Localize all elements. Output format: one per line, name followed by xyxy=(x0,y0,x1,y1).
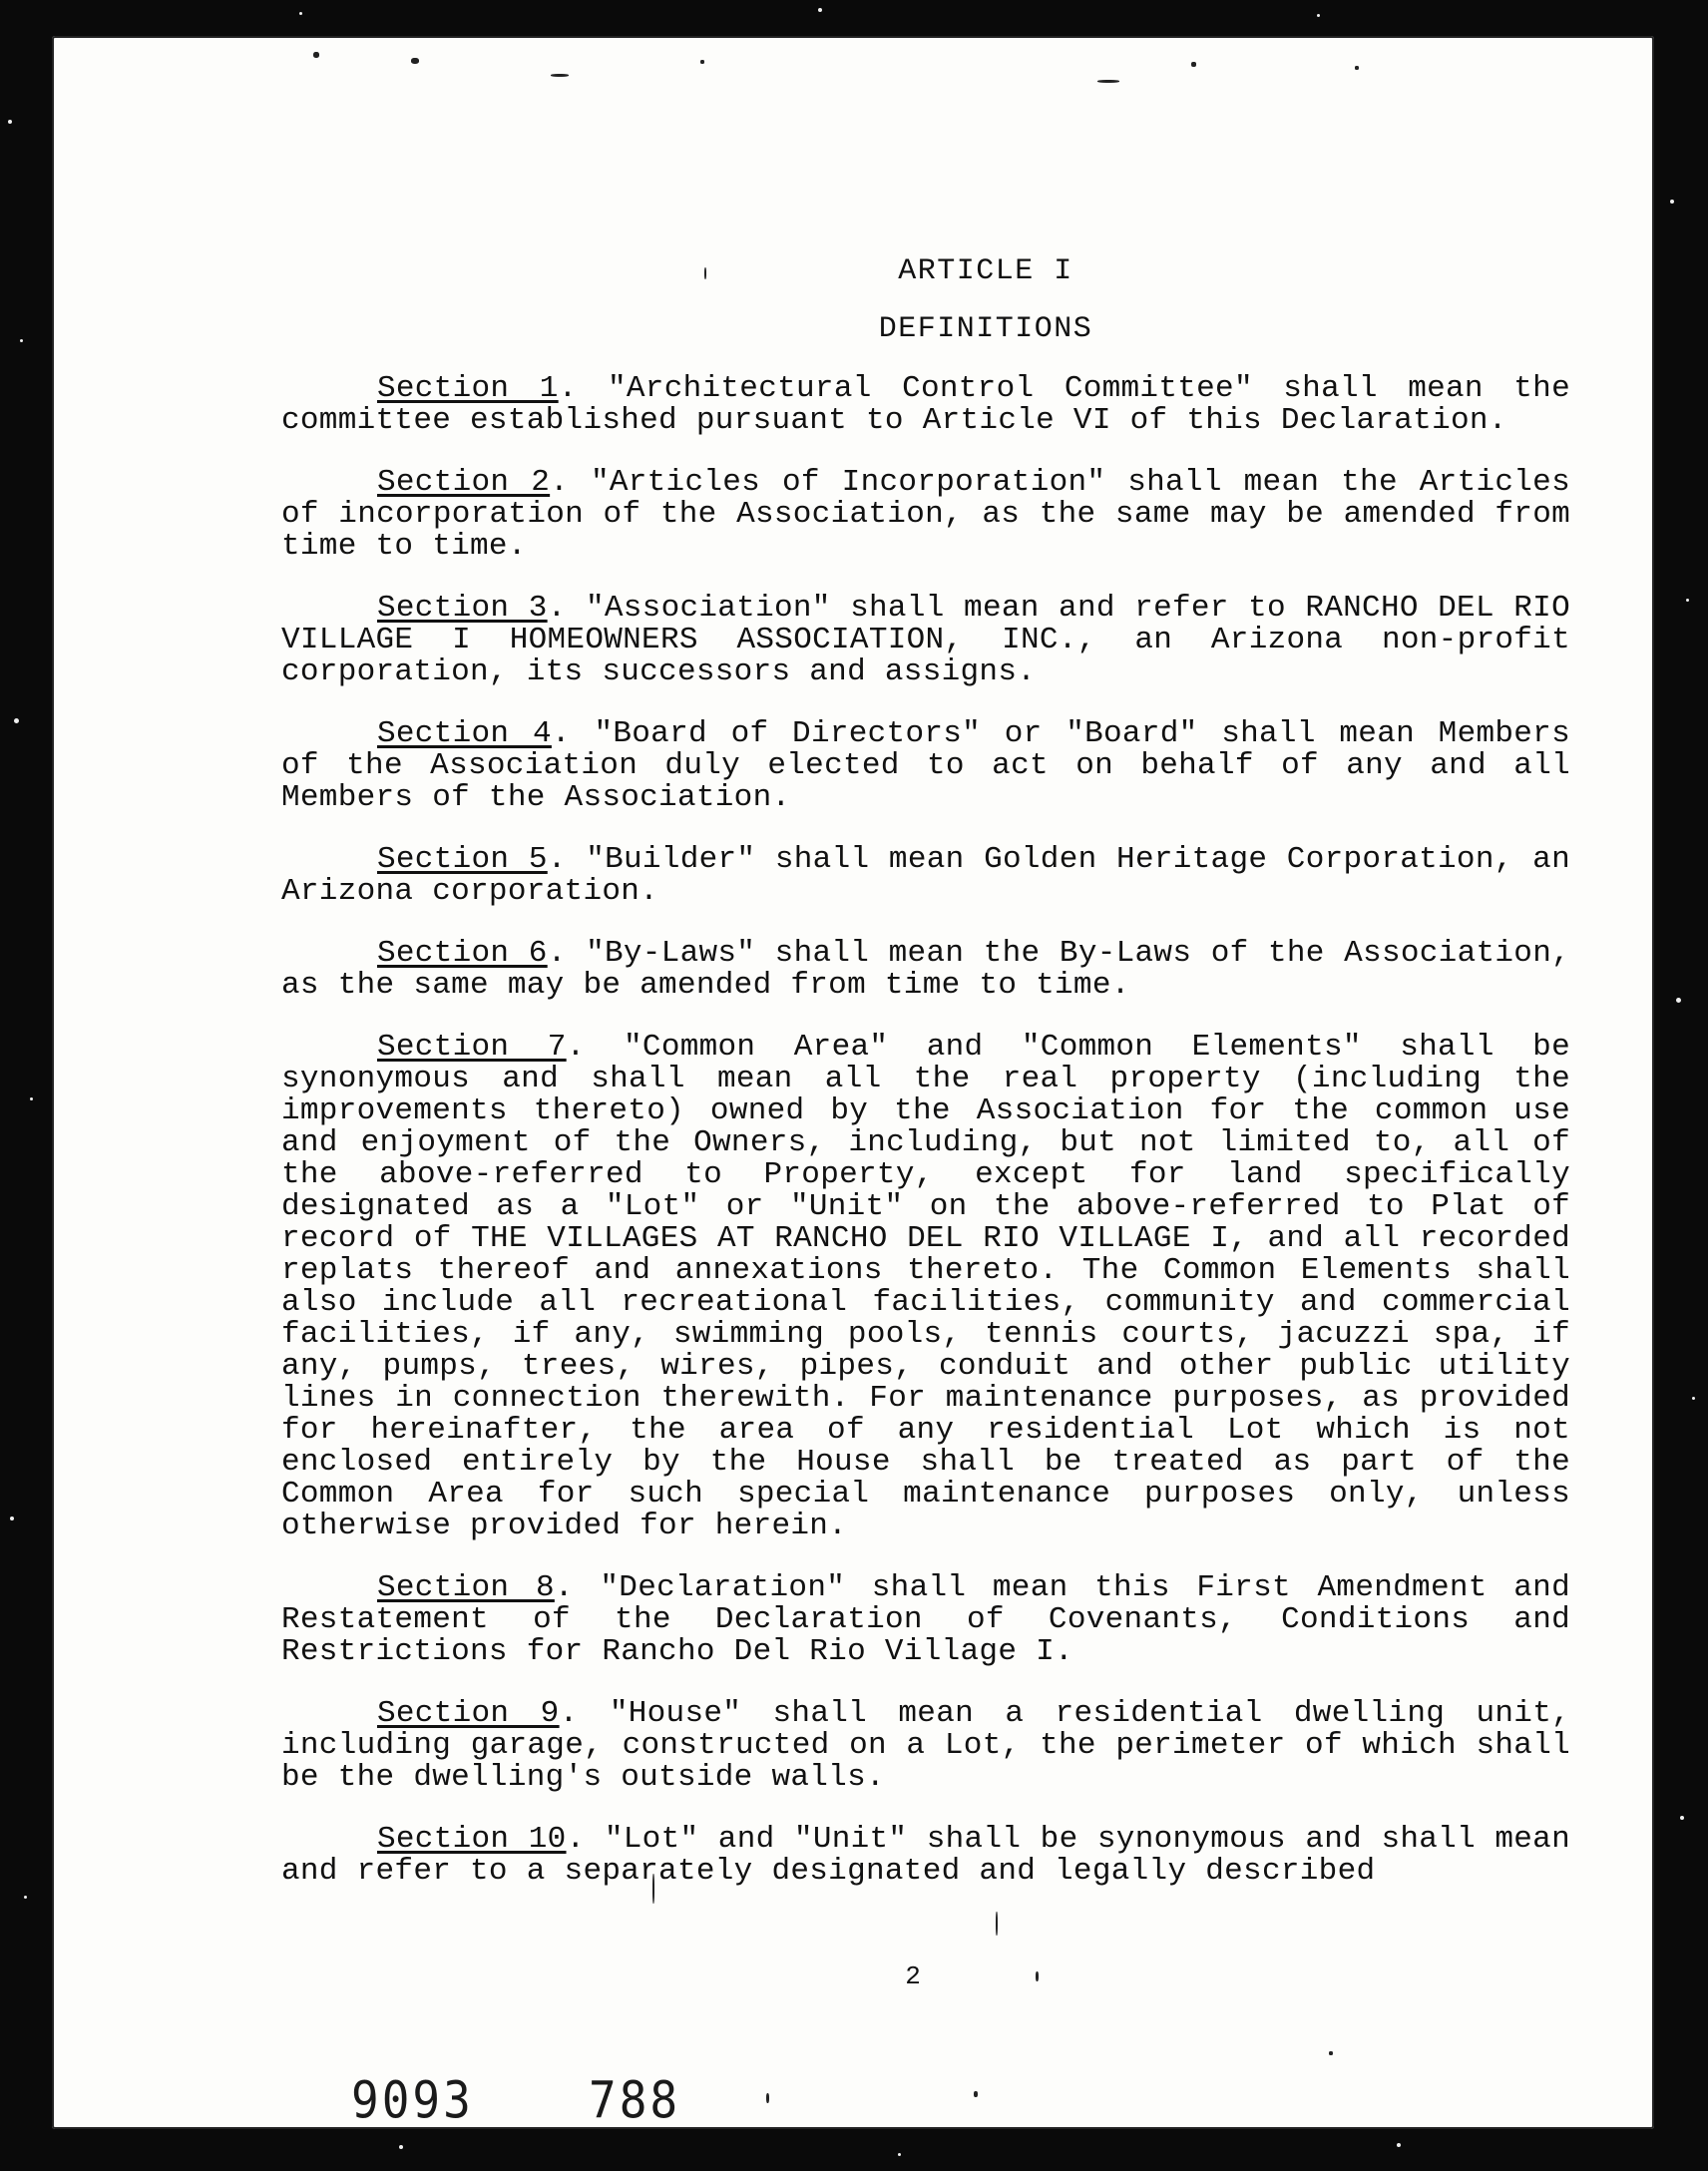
document-page xyxy=(52,36,1654,2129)
section-text: . "Declaration" shall mean this First Amendment and Restatement of the Declaration of Covenants, Conditions and Restrictions for Rancho Del Rio Village I. xyxy=(281,1570,1570,1669)
section-label: Section 2 xyxy=(377,465,551,500)
scan-speck xyxy=(974,2091,978,2097)
scan-speck xyxy=(700,60,704,64)
section-label: Section 6 xyxy=(377,936,548,971)
section-text: . "Architectural Control Committee" shall mean the committee established pursuant to Article VI of this Declaration. xyxy=(281,371,1570,438)
filing-book-number: 9093 xyxy=(351,2070,474,2130)
article-title: ARTICLE I xyxy=(898,254,1073,288)
section-8 xyxy=(281,1572,1570,1668)
scan-speck xyxy=(551,74,569,77)
section-1 xyxy=(281,373,1570,437)
section-text: . "Association" shall mean and refer to RANCHO DEL RIO VILLAGE I HOMEOWNERS ASSOCIATION, INC., an Arizona non-profit corporation, its successors and assigns. xyxy=(281,591,1570,689)
section-label: Section 9 xyxy=(377,1696,560,1731)
section-label: Section 10 xyxy=(377,1822,567,1857)
section-text: . "Articles of Incorporation" shall mean the Articles of incorporation of the Association, as the same may be amended from time to time. xyxy=(281,465,1570,564)
section-text: . "Common Area" and "Common Elements" shall be synonymous and shall mean all the real property (including the improvements thereto) owned by the Association for the common use and enjoyment of the Owners, including, but not limited to, all of the above-referred to Property, except for land specifically designated as a "Lot" or "Unit" on the above-referred to Plat of record of THE VILLAGES AT RANCHO DEL RIO VILLAGE I, and all recorded replats thereof and annexations thereto. The Common Elements shall also include all recreational facilities, community and commercial facilities, if any, swimming pools, tennis courts, jacuzzi spa, if any, pumps, trees, wires, pipes, conduit and other public utility lines in connection therewith. For maintenance purposes, as provided for hereinafter, the area of any residential Lot which is not enclosed entirely by the House shall be treated as part of the Common Area for such special maintenance purposes only, unless otherwise provided for herein. xyxy=(281,1030,1570,1543)
scan-noise xyxy=(8,120,12,124)
section-6 xyxy=(281,938,1570,1002)
section-2 xyxy=(281,467,1570,563)
document-body xyxy=(281,255,1570,1918)
scan-noise xyxy=(30,1097,33,1100)
scan-noise xyxy=(20,339,23,342)
section-label: Section 5 xyxy=(377,842,548,877)
section-7 xyxy=(281,1032,1570,1542)
scan-noise xyxy=(24,1896,27,1899)
section-10 xyxy=(281,1824,1570,1888)
section-4 xyxy=(281,718,1570,814)
section-text: . "By-Laws" shall mean the By-Laws of the Association, as the same may be amended from time to time. xyxy=(281,936,1570,1003)
scan-noise xyxy=(14,718,19,723)
scan-noise xyxy=(818,8,822,12)
scan-noise xyxy=(1692,1397,1695,1400)
scan-noise xyxy=(1686,599,1689,602)
scan-noise xyxy=(1670,200,1674,204)
scan-noise xyxy=(399,2145,403,2149)
section-label: Section 1 xyxy=(377,371,559,406)
section-label: Section 3 xyxy=(377,591,548,626)
scan-noise xyxy=(898,2153,901,2156)
scan-noise xyxy=(1397,2143,1401,2147)
scan-noise xyxy=(1676,998,1681,1003)
section-9 xyxy=(281,1698,1570,1794)
scan-speck xyxy=(411,58,419,64)
scan-speck xyxy=(1097,80,1119,83)
scan-noise xyxy=(10,1517,14,1520)
section-text: . "Lot" and "Unit" shall be synonymous and shall mean and refer to a separately designated and legally described xyxy=(281,1822,1570,1889)
section-label: Section 8 xyxy=(377,1570,555,1605)
section-text: . "House" shall mean a residential dwelling unit, including garage, constructed on a Lot, the perimeter of which shall be the dwelling's outside walls. xyxy=(281,1696,1570,1795)
section-text: . "Builder" shall mean Golden Heritage Corporation, an Arizona corporation. xyxy=(281,842,1570,909)
scan-speck xyxy=(313,52,319,58)
scan-speck xyxy=(1191,62,1196,67)
article-subtitle: DEFINITIONS xyxy=(878,312,1093,346)
section-label: Section 7 xyxy=(377,1030,567,1065)
section-label: Section 4 xyxy=(377,716,552,751)
scan-noise xyxy=(299,12,302,15)
page-number: 2 xyxy=(905,1961,921,1991)
filing-page-number: 788 xyxy=(589,2070,681,2130)
section-3 xyxy=(281,593,1570,688)
section-5 xyxy=(281,844,1570,908)
scan-noise xyxy=(1680,1816,1684,1820)
section-text: . "Board of Directors" or "Board" shall mean Members of the Association duly elected to act on behalf of any and all Members of the Association. xyxy=(281,716,1570,815)
scan-speck xyxy=(1355,66,1359,70)
scan-noise xyxy=(1317,14,1320,17)
scan-speck xyxy=(766,2093,769,2103)
scan-speck xyxy=(1329,2051,1333,2055)
